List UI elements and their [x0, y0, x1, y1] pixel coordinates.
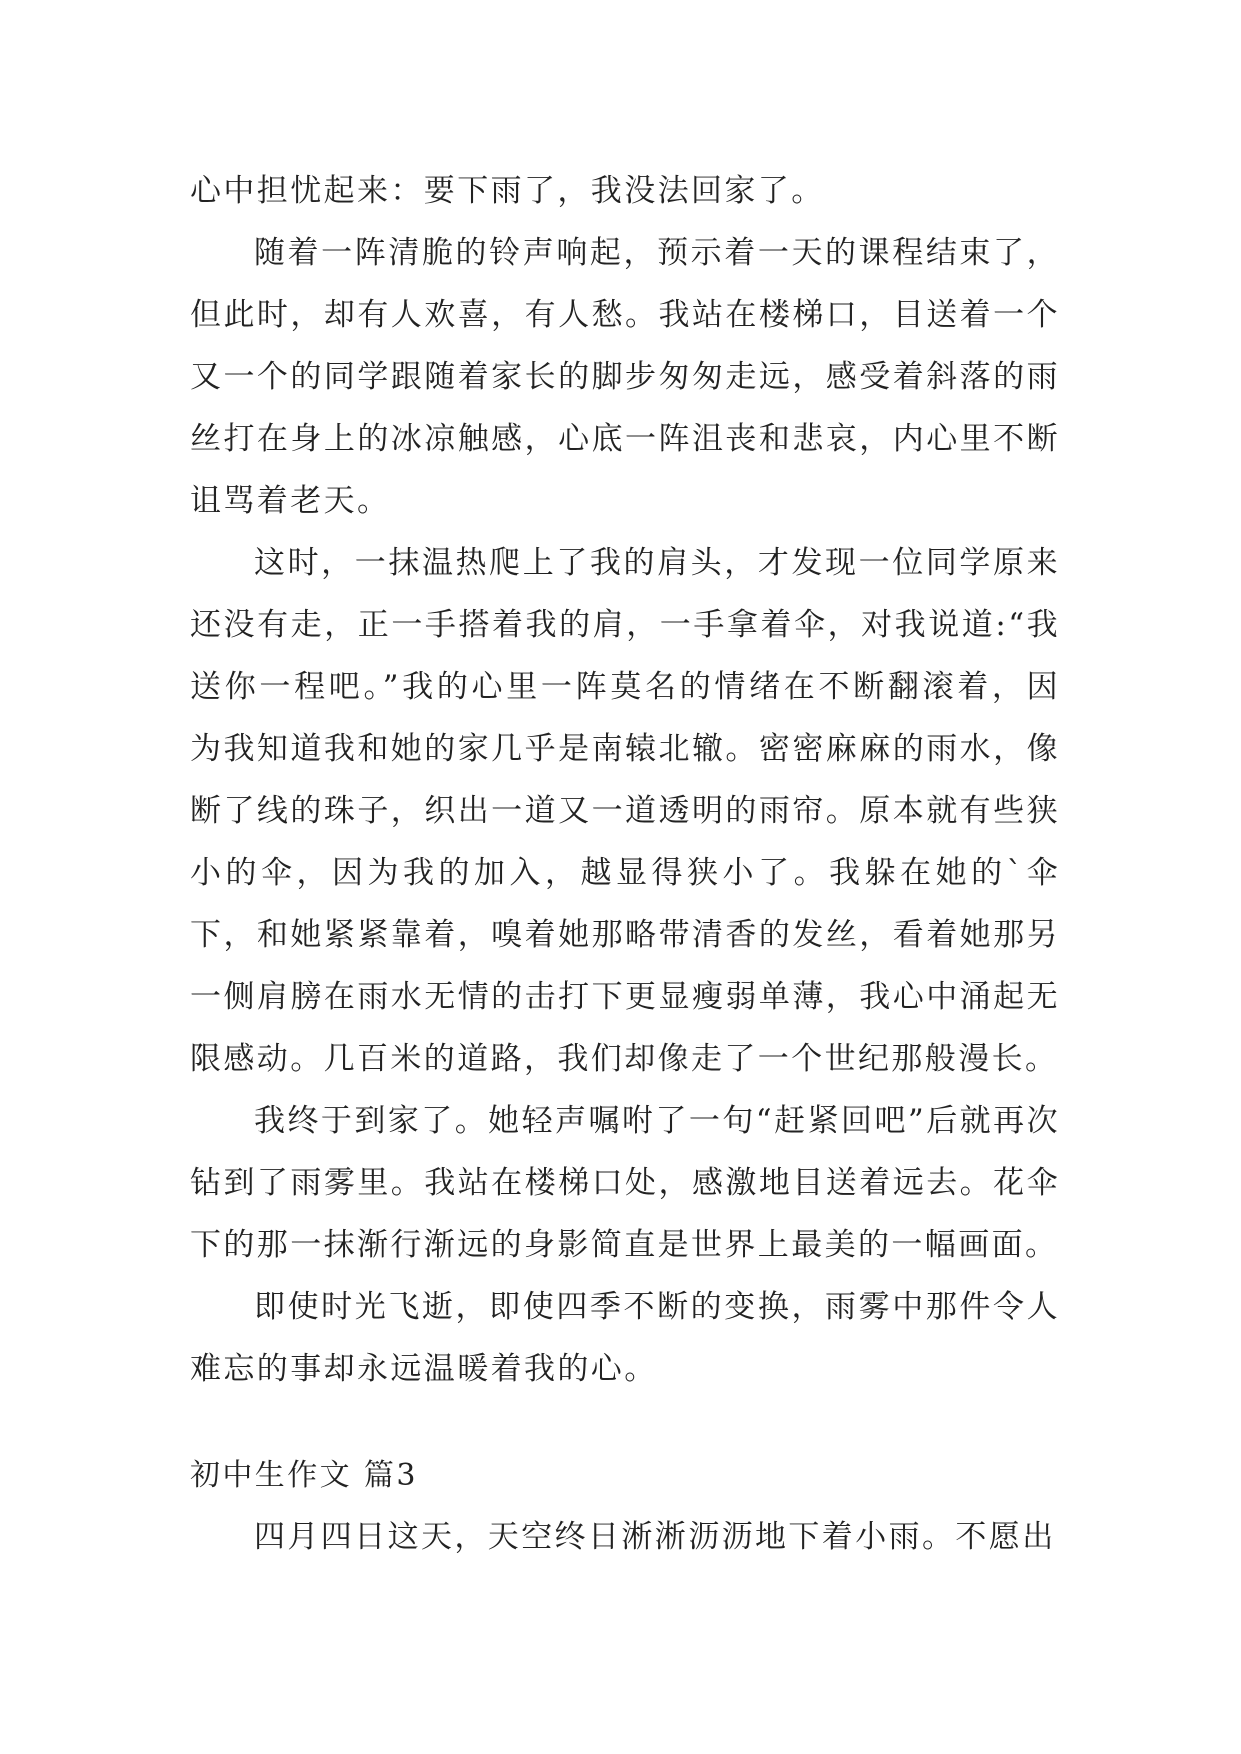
paragraph-continued: 心中担忧起来：要下雨了，我没法回家了。	[190, 173, 825, 209]
paragraph-school-bell: 随着一阵清脆的铃声响起，预示着一天的课程结束了，但此时，却有人欢喜，有人愁。我站在楼梯口，目送着一个又一个的同学跟随着家长的脚步匆匆走远，感受着斜落的雨丝打在身上的冰凉触感，心底一阵沮丧和悲哀，内心里不断诅骂着老天。	[190, 235, 1060, 519]
paragraph-arrive-home: 我终于到家了。她轻声嘱咐了一句“赶紧回吧”后就再次钻到了雨雾里。我站在楼梯口处，感激地目送着远去。花伞下的那一抹渐行渐远的身影简直是世界上最美的一幅画面。	[190, 1103, 1060, 1263]
section-heading: 初中生作文 篇3	[190, 1458, 418, 1493]
paragraph-classmate-umbrella: 这时，一抹温热爬上了我的肩头，才发现一位同学原来还没有走，正一手搭着我的肩，一手拿着伞，对我说道:“我送你一程吧。”我的心里一阵莫名的情绪在不断翻滚着，因为我知道我和她的家几乎是南辕北辙。密密麻麻的雨水，像断了线的珠子，织出一道又一道透明的雨帘。原本就有些狭小的伞，因为我的加入，越显得狭小了。我躲在她的`伞下，和她紧紧靠着，嗅着她那略带清香的发丝，看着她那另一侧肩膀在雨水无情的击打下更显瘦弱单薄，我心中涌起无限感动。几百米的道路，我们却像走了一个世纪那般漫长。	[190, 545, 1060, 1077]
paragraph-conclusion: 即使时光飞逝，即使四季不断的变换，雨雾中那件令人难忘的事却永远温暖着我的心。	[190, 1289, 1060, 1387]
paragraph-essay3-opening: 四月四日这天，天空终日淅淅沥沥地下着小雨。不愿出	[254, 1519, 1056, 1555]
document-body	[190, 160, 1060, 1568]
